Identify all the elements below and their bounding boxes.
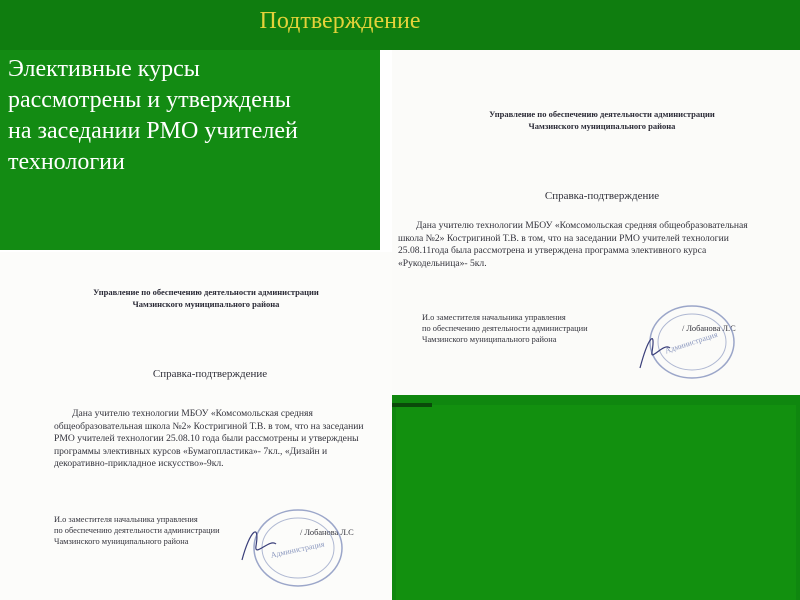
- document-signer: / Лобанова Л.С: [682, 324, 736, 333]
- slide-intro-text: Элективные курсы рассмотрены и утверждены на заседании РМО учителей технологии: [8, 56, 298, 175]
- divider-mark: [392, 403, 432, 407]
- document-body: Дана учителю технологии МБОУ «Комсомольская средняя общеобразовательная школа №2» Костригиной Т.В. в том, что на заседании РМО учителей технологии 25.08.10 года были рассмотрены и утверждены программы элективных курсов «Бумагопластика»- 7кл., «Дизайн и декоративно-прикладное искусство»-9кл.: [54, 408, 364, 469]
- slide-title: Подтверждение: [259, 8, 421, 34]
- document-heading: Справка-подтверждение: [152, 368, 268, 380]
- stamp-seal-icon: [228, 500, 348, 590]
- document-header: Управление по обеспечению деятельности администрации Чамзинского муниципального района: [93, 287, 319, 309]
- green-bottom-right-inner: [396, 405, 796, 600]
- stamp-seal-icon: [630, 298, 740, 382]
- document-scan-bottom: [0, 252, 392, 600]
- stamp-text: Администрация: [663, 329, 719, 356]
- document-header: Управление по обеспечению деятельности администрации Чамзинского муниципального района: [489, 109, 715, 131]
- document-signer: / Лобанова Л.С: [300, 528, 354, 537]
- stamp-text: Администрация: [269, 539, 326, 560]
- document-heading: Справка-подтверждение: [544, 190, 660, 202]
- document-scan-top: [392, 50, 800, 395]
- document-signature-block: И.о заместителя начальника управления по обеспечению деятельности администрации Чамзинского муниципального района: [54, 515, 220, 546]
- document-signature-block: И.о заместителя начальника управления по обеспечению деятельности администрации Чамзинского муниципального района: [422, 313, 588, 344]
- document-body: Дана учителю технологии МБОУ «Комсомольская средняя общеобразовательная школа №2» Костригиной Т.В. в том, что на заседании РМО учителей технологии 25.08.11года была рассмотрена и утверждена программа элективного курса «Рукодельница»- 5кл.: [398, 220, 748, 269]
